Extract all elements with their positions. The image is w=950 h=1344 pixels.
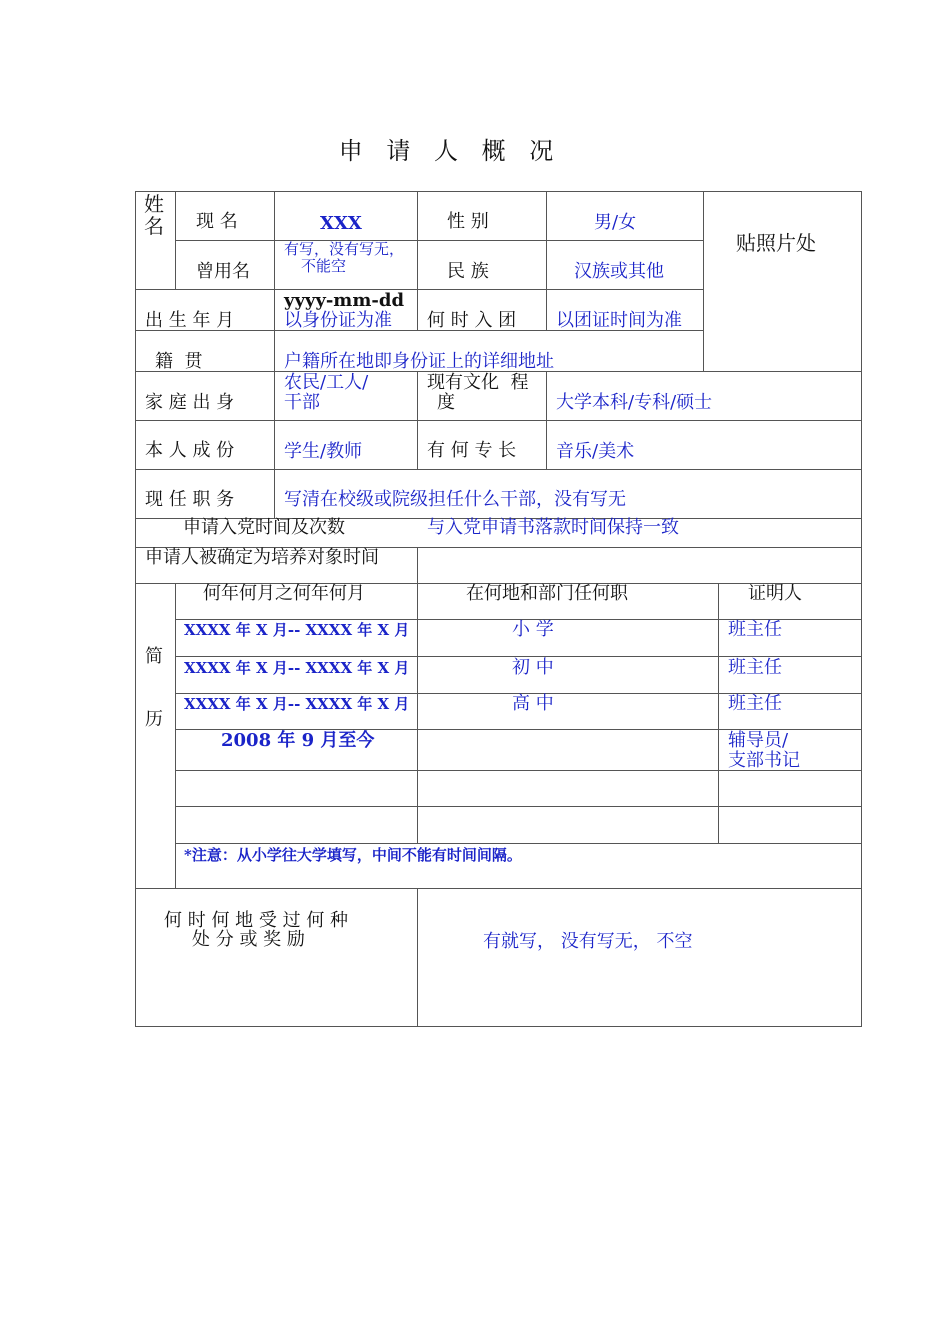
- family-origin-value-line2: 干部: [284, 392, 320, 413]
- birth-note: 以身份证为准: [284, 310, 392, 331]
- family-origin-label: 家 庭 出 身: [145, 392, 235, 413]
- resume-witness-2: 班主任: [728, 657, 782, 678]
- resume-label-1: 简: [145, 646, 163, 667]
- rewards-label-line2: 处 分 或 奖 励: [192, 929, 305, 950]
- league-join-label: 何 时 入 团: [427, 310, 517, 331]
- photo-placeholder: 贴照片处: [736, 231, 816, 255]
- resume-period-2: XXXX 年 X 月-- XXXX 年 X 月: [184, 659, 410, 677]
- education-label-line1: 现有文化 程: [427, 372, 529, 393]
- former-name-label: 曾用名: [196, 261, 250, 282]
- native-place-value: 户籍所在地即身份证上的详细地址: [284, 351, 554, 372]
- current-name-value: XXX: [320, 213, 362, 234]
- native-place-label: 籍 贯: [155, 351, 203, 372]
- personal-status-value: 学生/教师: [284, 441, 363, 462]
- league-join-value: 以团证时间为准: [556, 310, 682, 331]
- former-name-value-line1: 有写，没有写无，: [284, 240, 405, 258]
- resume-period-3: XXXX 年 X 月-- XXXX 年 X 月: [184, 695, 410, 713]
- birth-format: yyyy-mm-dd: [284, 290, 405, 311]
- birth-label: 出 生 年 月: [145, 310, 235, 331]
- witness-header: 证明人: [748, 583, 802, 604]
- current-position-label: 现 任 职 务: [145, 489, 235, 510]
- current-name-label: 现 名: [196, 211, 238, 232]
- education-value: 大学本科/专科/硕士: [556, 392, 713, 413]
- name-label: 姓名: [144, 192, 164, 238]
- resume-witness-3: 班主任: [728, 693, 782, 714]
- apply-time-value: 与入党申请书落款时间保持一致: [427, 517, 679, 538]
- gender-label: 性 别: [447, 211, 489, 232]
- ethnicity-value: 汉族或其他: [574, 261, 664, 282]
- education-label-line2: 度: [437, 392, 455, 413]
- former-name-value-line2: 不能空: [301, 257, 347, 275]
- resume-witness-4-line1: 辅导员/: [728, 730, 789, 751]
- resume-period-1: XXXX 年 X 月-- XXXX 年 X 月: [184, 621, 410, 639]
- resume-label-2: 历: [145, 709, 163, 730]
- current-position-value: 写清在校级或院级担任什么干部，没有写无: [284, 489, 626, 510]
- place-header: 在何地和部门任何职: [466, 583, 628, 604]
- specialty-label: 有 何 专 长: [427, 440, 517, 461]
- specialty-value: 音乐/美术: [556, 441, 635, 462]
- family-origin-value-line1: 农民/工人/: [284, 372, 369, 393]
- resume-place-1: 小 学: [512, 619, 554, 640]
- resume-witness-1: 班主任: [728, 619, 782, 640]
- period-header: 何年何月之何年何月: [203, 583, 365, 604]
- personal-status-label: 本 人 成 份: [145, 440, 235, 461]
- page-title: 申 请 人 概 况: [338, 137, 562, 165]
- resume-note: *注意：从小学往大学填写，中间不能有时间间隔。: [184, 846, 522, 864]
- ethnicity-label: 民 族: [447, 261, 489, 282]
- gender-value: 男/女: [594, 212, 637, 233]
- rewards-label-line1: 何 时 何 地 受 过 何 种: [164, 910, 349, 931]
- cultivation-time-label: 申请人被确定为培养对象时间: [145, 547, 379, 568]
- apply-time-label: 申请入党时间及次数: [183, 517, 345, 538]
- resume-place-3: 高 中: [512, 693, 554, 714]
- resume-place-2: 初 中: [512, 657, 554, 678]
- resume-witness-4-line2: 支部书记: [728, 750, 800, 771]
- rewards-value: 有就写， 没有写无， 不空: [483, 931, 693, 952]
- resume-period-4: 2008 年 9 月至今: [221, 730, 375, 751]
